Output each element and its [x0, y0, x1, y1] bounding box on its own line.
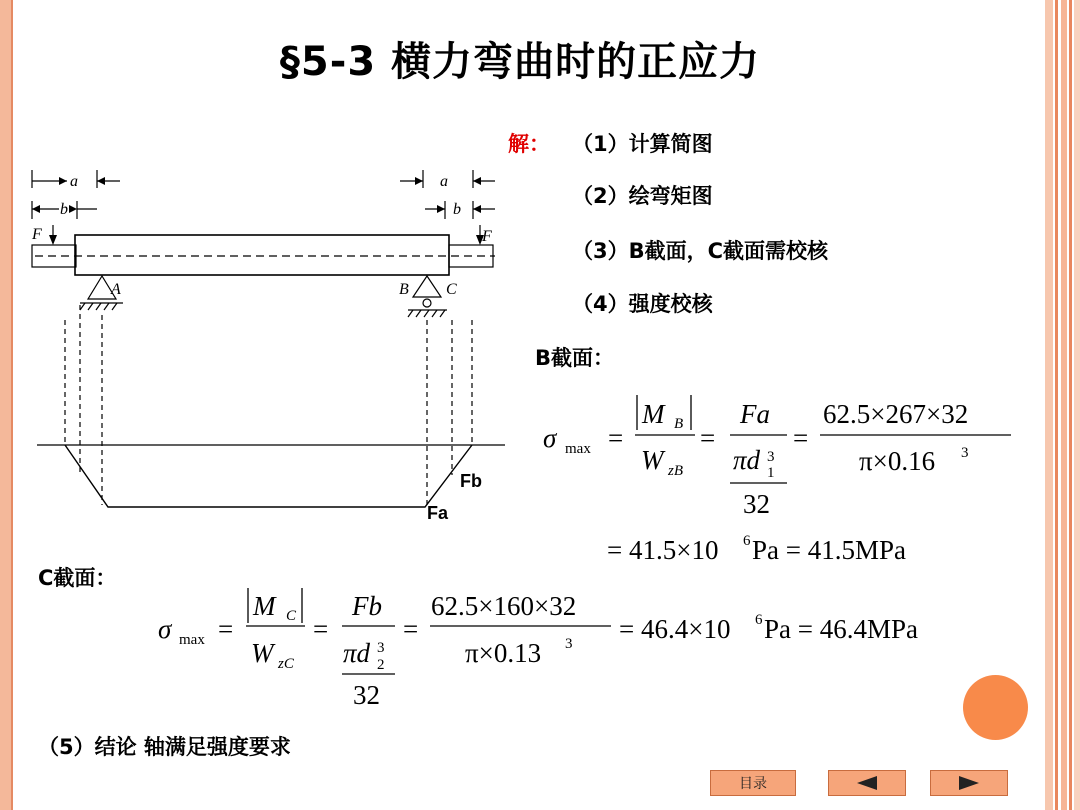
- formula-b-section: [535, 385, 1035, 570]
- slide-title: §5-3 横力弯曲时的正应力: [279, 39, 761, 85]
- toc-button[interactable]: [710, 770, 796, 796]
- equals-sign: =: [793, 423, 809, 453]
- divisor-32: 32: [353, 680, 380, 710]
- d-subscript: 2: [377, 657, 385, 673]
- b-section-label: B截面：: [535, 346, 615, 370]
- max-subscript: max: [565, 441, 591, 457]
- denominator-exponent: 3: [565, 636, 573, 652]
- conclusion: （5）结论 轴满足强度要求: [38, 735, 291, 759]
- sigma-symbol: σ: [158, 614, 172, 644]
- modulus-w: W: [251, 638, 274, 668]
- step-1: （1）计算简图: [572, 132, 713, 156]
- moment-subscript: B: [674, 416, 684, 432]
- moment-m: M: [253, 591, 276, 621]
- support-label-b: B: [399, 281, 409, 298]
- left-border-decoration: [0, 0, 13, 810]
- dim-label-a-right: a: [440, 173, 448, 190]
- step-2: （2）绘弯矩图: [572, 184, 713, 208]
- right-border-stripe: [1055, 0, 1058, 810]
- pi-d: πd: [733, 445, 761, 475]
- triangle-left-icon: [854, 775, 880, 791]
- solution-label: 解：: [508, 132, 550, 156]
- force-label-left: F: [32, 226, 42, 243]
- denominator-value: π×0.16: [859, 446, 936, 476]
- cube-exponent: 3: [767, 449, 775, 465]
- triangle-right-icon: [956, 775, 982, 791]
- equals-sign: =: [403, 614, 419, 644]
- moment-label-fa: Fa: [427, 503, 449, 523]
- denominator-value: π×0.13: [465, 638, 542, 668]
- support-label-a: A: [111, 281, 121, 298]
- dim-label-a-left: a: [70, 173, 78, 190]
- max-subscript: max: [179, 632, 205, 648]
- d-subscript: 1: [767, 465, 775, 481]
- step-4: （4）强度校核: [572, 292, 713, 316]
- step-3: （3）B截面，C截面需校核: [572, 239, 829, 263]
- right-border-stripe: [1061, 0, 1067, 810]
- c-section-label: C截面：: [38, 566, 117, 590]
- fa-numerator: Fa: [740, 399, 770, 429]
- dim-label-b-right: b: [453, 201, 461, 218]
- denominator-exponent: 3: [961, 445, 969, 461]
- result-exponent: 6: [755, 612, 763, 628]
- fb-numerator: Fb: [352, 591, 382, 621]
- pi-d: πd: [343, 638, 371, 668]
- beam-moment-diagram: [25, 165, 510, 525]
- moment-label-fb: Fb: [460, 471, 482, 491]
- result-value: Pa = 41.5MPa: [752, 535, 906, 565]
- equals-sign: =: [313, 614, 329, 644]
- sigma-symbol: σ: [543, 423, 557, 453]
- result-mantissa: = 41.5×10: [607, 535, 719, 565]
- equals-sign: =: [700, 423, 716, 453]
- next-slide-button[interactable]: [930, 770, 1008, 796]
- dim-label-b-left: b: [60, 201, 68, 218]
- cube-exponent: 3: [377, 640, 385, 656]
- numerator-value: 62.5×267×32: [823, 399, 969, 429]
- right-border-stripe: [1074, 0, 1080, 810]
- support-label-c: C: [446, 281, 457, 298]
- formula-c-section: [155, 582, 965, 712]
- decorative-circle: [963, 675, 1028, 740]
- numerator-value: 62.5×160×32: [431, 591, 577, 621]
- result-value: Pa = 46.4MPa: [764, 614, 918, 644]
- right-border-stripe: [1045, 0, 1053, 810]
- equals-sign: =: [218, 614, 234, 644]
- result-mantissa: = 46.4×10: [619, 614, 731, 644]
- toc-button-label: 目录: [739, 776, 767, 792]
- modulus-subscript: zC: [278, 656, 294, 672]
- moment-subscript: C: [286, 608, 297, 624]
- modulus-subscript: zB: [668, 463, 683, 479]
- equals-sign: =: [608, 423, 624, 453]
- prev-slide-button[interactable]: [828, 770, 906, 796]
- moment-m: M: [642, 399, 665, 429]
- divisor-32: 32: [743, 489, 770, 519]
- force-label-right: F: [482, 228, 492, 245]
- modulus-w: W: [641, 445, 664, 475]
- result-exponent: 6: [743, 533, 751, 549]
- right-border-stripe: [1069, 0, 1072, 810]
